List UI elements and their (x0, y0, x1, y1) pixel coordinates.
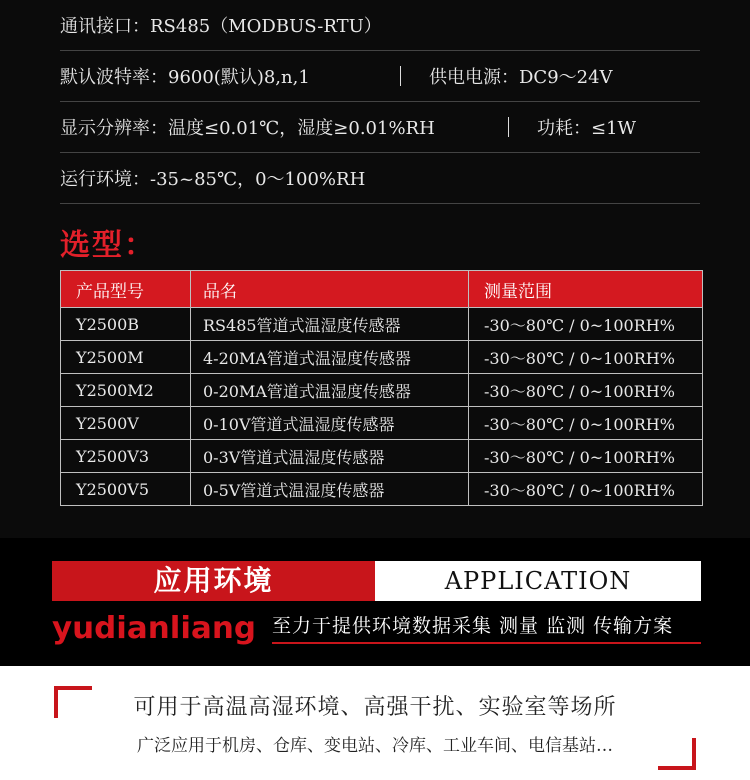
cell-model: Y2500M2 (61, 374, 191, 407)
cell-name: 0-5V管道式温湿度传感器 (191, 473, 469, 506)
brand-logo (52, 610, 262, 650)
spec-resolution-consumption (60, 102, 700, 153)
header-range: 测量范围 (469, 271, 703, 308)
cell-name: 0-10V管道式温湿度传感器 (191, 407, 469, 440)
spec-resolution-text: 显示分辨率：温度≤0.01℃，湿度≥0.01%RH (60, 118, 435, 139)
cell-range: -30～80℃ / 0~100RH% (469, 374, 703, 407)
table-row (61, 473, 703, 506)
spec-environment-text: 运行环境：-35~85℃，0～100%RH (60, 169, 366, 190)
table-row (61, 341, 703, 374)
cell-range: -30～80℃ / 0~100RH% (469, 473, 703, 506)
cell-range: -30～80℃ / 0~100RH% (469, 407, 703, 440)
header-model: 产品型号 (61, 271, 191, 308)
table-row (61, 440, 703, 473)
application-details (0, 666, 750, 780)
cell-model: Y2500V5 (61, 473, 191, 506)
spec-power-text: 供电电源：DC9～24V (429, 67, 613, 88)
selection-title: 选型： (60, 228, 156, 263)
cell-range: -30～80℃ / 0~100RH% (469, 341, 703, 374)
table-row (61, 407, 703, 440)
cell-model: Y2500B (61, 308, 191, 341)
brand-slogan: 至力于提供环境数据采集 测量 监测 传输方案 (272, 612, 701, 644)
cell-model: Y2500V (61, 407, 191, 440)
cell-model: Y2500M (61, 341, 191, 374)
application-scenarios-line: 广泛应用于机房、仓库、变电站、冷库、工业车间、电信基站… (137, 736, 613, 756)
table-header-row (61, 271, 703, 308)
cell-name: 0-20MA管道式温湿度传感器 (191, 374, 469, 407)
cell-range: -30～80℃ / 0~100RH% (469, 308, 703, 341)
table-row (61, 374, 703, 407)
application-usage-line: 可用于高温高湿环境、高强干扰、实验室等场所 (133, 695, 617, 720)
spec-comm-text: 通讯接口：RS485（MODBUS-RTU） (60, 16, 382, 37)
cell-name: RS485管道式温湿度传感器 (191, 308, 469, 341)
spec-consumption-text: 功耗：≤1W (537, 118, 637, 139)
spec-baud-text: 默认波特率：9600(默认)8,n,1 (60, 67, 310, 88)
spec-comm-interface (60, 0, 700, 51)
cell-name: 0-3V管道式温湿度传感器 (191, 440, 469, 473)
table-row (61, 308, 703, 341)
spec-separator (508, 117, 509, 137)
spec-environment (60, 153, 700, 204)
application-title-en: APPLICATION (375, 561, 701, 601)
brand-logo-text: yudianliang (52, 611, 256, 646)
cell-name: 4-20MA管道式温湿度传感器 (191, 341, 469, 374)
application-title-cn: 应用环境 (52, 561, 375, 601)
cell-model: Y2500V3 (61, 440, 191, 473)
spec-baud-power (60, 51, 700, 102)
header-name: 品名 (191, 271, 469, 308)
cell-range: -30～80℃ / 0~100RH% (469, 440, 703, 473)
spec-separator (400, 66, 401, 86)
selection-table (60, 270, 703, 506)
